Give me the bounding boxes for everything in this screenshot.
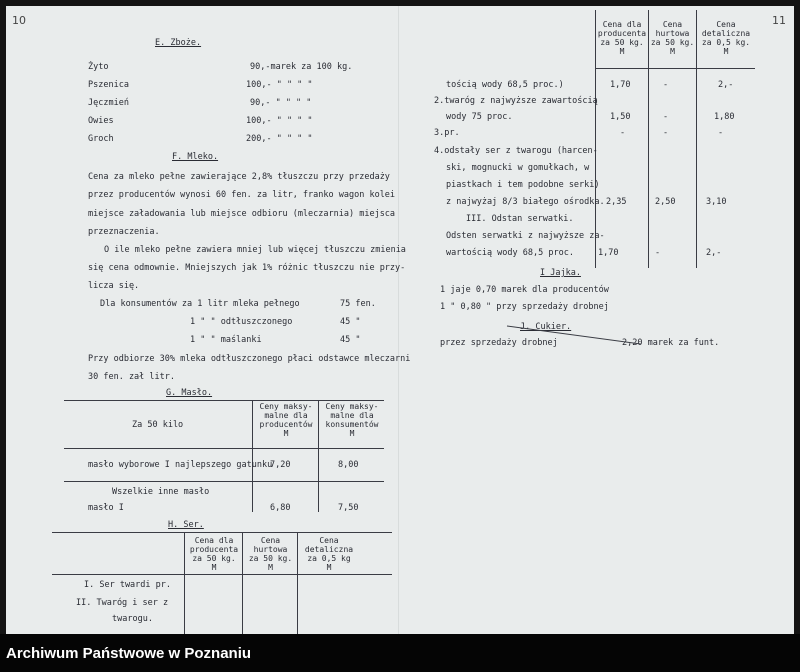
milk-line: 30 fen. zał litr. [88,372,175,382]
table-rule [52,532,392,533]
pencil-stroke [505,324,645,346]
eggs-line: 1 " 0,80 " przy sprzedaży drobnej [440,302,609,312]
butter-col-consumer: Ceny maksy- malne dla konsumentów M [325,402,379,438]
table-rule [595,68,755,69]
right-row-retail: 3,10 [706,197,727,207]
table-rule [318,400,319,512]
page-fold [398,6,399,634]
right-row-wholesale: - [663,112,669,122]
page-number-left: 10 [12,14,26,27]
butter-col-producer: Ceny maksy- malne dla producentów M [259,402,313,438]
grain-price: 100,- " " " " [246,80,313,90]
butter-col-label: Za 50 kilo [132,420,184,430]
right-row-label: Odsten serwatki z najwyższe za- [446,231,605,241]
grains-heading: E. Zboże. [155,38,202,48]
right-row-label: wody 75 proc. [446,112,513,122]
grain-name: Groch [88,134,114,144]
milk-line: przeznaczenia. [88,227,160,237]
milk-line: przez producentów wynosi 60 fen. za litr, franko wagon kolei [88,190,396,200]
right-col-wholesale: Cena hurtowa za 50 kg. M [650,20,695,56]
sugar-heading: J. Cukier. [520,322,572,332]
table-rule [242,532,243,634]
right-row-retail: 2,- [718,80,734,90]
butter-row-producer: 7,20 [270,460,291,470]
milk-consumer-line: Dla konsumentów za 1 litr mleka pełnego [100,299,300,309]
eggs-heading: I Jajka. [540,268,581,278]
grain-name: Jęczmień [88,98,129,108]
page-number-right: 11 [772,14,786,27]
table-rule [184,532,185,634]
milk-line: licza się. [88,281,140,291]
table-rule [52,574,392,575]
table-rule [64,481,384,482]
right-row-label: 3.pr. [434,128,460,138]
milk-line: Przy odbiorze 30% mleka odtłuszczonego płaci odstawce mleczarni [88,354,411,364]
sugar-price: 2,20 marek za funt. [622,338,720,348]
milk-consumer-line: 1 " " maślanki [190,335,262,345]
cheese-col-producer: Cena dla producenta za 50 kg. M [189,536,239,572]
right-row-label: wartością wody 68,5 proc. [446,248,574,258]
cheese-col-wholesale: Cena hurtowa za 50 kg. M [248,536,293,572]
right-row-wholesale: - [655,248,661,258]
milk-line: Cena za mleko pełne zawierające 2,8% tłuszczu przy przedaży [88,172,390,182]
butter-row-consumer: 8,00 [338,460,359,470]
right-row-wholesale: - [663,80,669,90]
butter-row-label: masło I [88,503,124,513]
archive-footer [0,634,800,672]
right-row-producer: 2,35 [606,197,627,207]
milk-consumer-price: 45 " [340,335,361,345]
right-row-retail: 2,- [706,248,722,258]
right-row-label: III. Odstan serwatki. [466,214,574,224]
cheese-row: I. Ser twardi pr. [84,580,171,590]
grain-name: Owies [88,116,114,126]
right-row-label: tością wody 68,5 proc.) [446,80,564,90]
milk-line: miejsce załadowania lub miejsce odbioru (mleczarnia) miejsca [88,209,396,219]
right-row-retail: - [718,128,724,138]
table-rule [297,532,298,634]
grain-name: Pszenica [88,80,129,90]
sugar-line: przez sprzedaży drobnej [440,338,558,348]
butter-row-label: Wszelkie inne masło [112,487,210,497]
grain-price: 90,-marek za 100 kg. [250,62,353,72]
cheese-heading: H. Ser. [168,520,204,530]
right-row-producer: - [620,128,626,138]
milk-consumer-price: 45 " [340,317,361,327]
grain-price: 200,- " " " " [246,134,313,144]
right-col-producer: Cena dla producenta za 50 kg. M [597,20,647,56]
milk-consumer-price: 75 fen. [340,299,376,309]
eggs-line: 1 jaje 0,70 marek dla producentów [440,285,609,295]
milk-consumer-line: 1 " " odtłuszczonego [190,317,293,327]
table-rule [64,448,384,449]
right-row-label: piastkach i tem podobne serki) [446,180,600,190]
right-row-producer: 1,70 [610,80,631,90]
butter-row-label: masło wyborowe I najlepszego gatunku [88,460,273,470]
table-rule [64,400,384,401]
grain-price: 90,- " " " " [250,98,312,108]
cheese-col-retail: Cena detaliczna za 0,5 kg M [304,536,354,572]
right-row-label: z najwyżaj 8/3 białego ośrodka. [446,197,605,207]
right-row-label: ski, mognucki w gomułkach, w [446,163,590,173]
cheese-row: twarogu. [112,614,153,624]
milk-heading: F. Mleko. [172,152,219,162]
grain-name: Żyto [88,62,109,72]
butter-row-consumer: 7,50 [338,503,359,513]
right-row-retail: 1,80 [714,112,735,122]
right-row-wholesale: - [663,128,669,138]
right-row-producer: 1,50 [610,112,631,122]
butter-heading: G. Masło. [166,388,213,398]
grain-price: 100,- " " " " [246,116,313,126]
cheese-row: II. Twaróg i ser z [76,598,169,608]
butter-row-producer: 6,80 [270,503,291,513]
right-row-label: 4.odstały ser z twarogu (harcen- [434,146,598,156]
right-row-producer: 1,70 [598,248,619,258]
archive-label: Archiwum Państwowe w Poznaniu [6,645,252,662]
right-row-wholesale: 2,50 [655,197,676,207]
milk-line: O ile mleko pełne zawiera mniej lub więcej tłuszczu zmienia [104,245,406,255]
right-col-retail: Cena detaliczna za 0,5 kg. M [701,20,751,56]
right-row-label: 2.twaróg z najwyższe zawartością [434,96,598,106]
table-rule [252,400,253,512]
milk-line: się cena odmownie. Mniejszych jak 1% różnic tłuszczu nie przy- [88,263,406,273]
